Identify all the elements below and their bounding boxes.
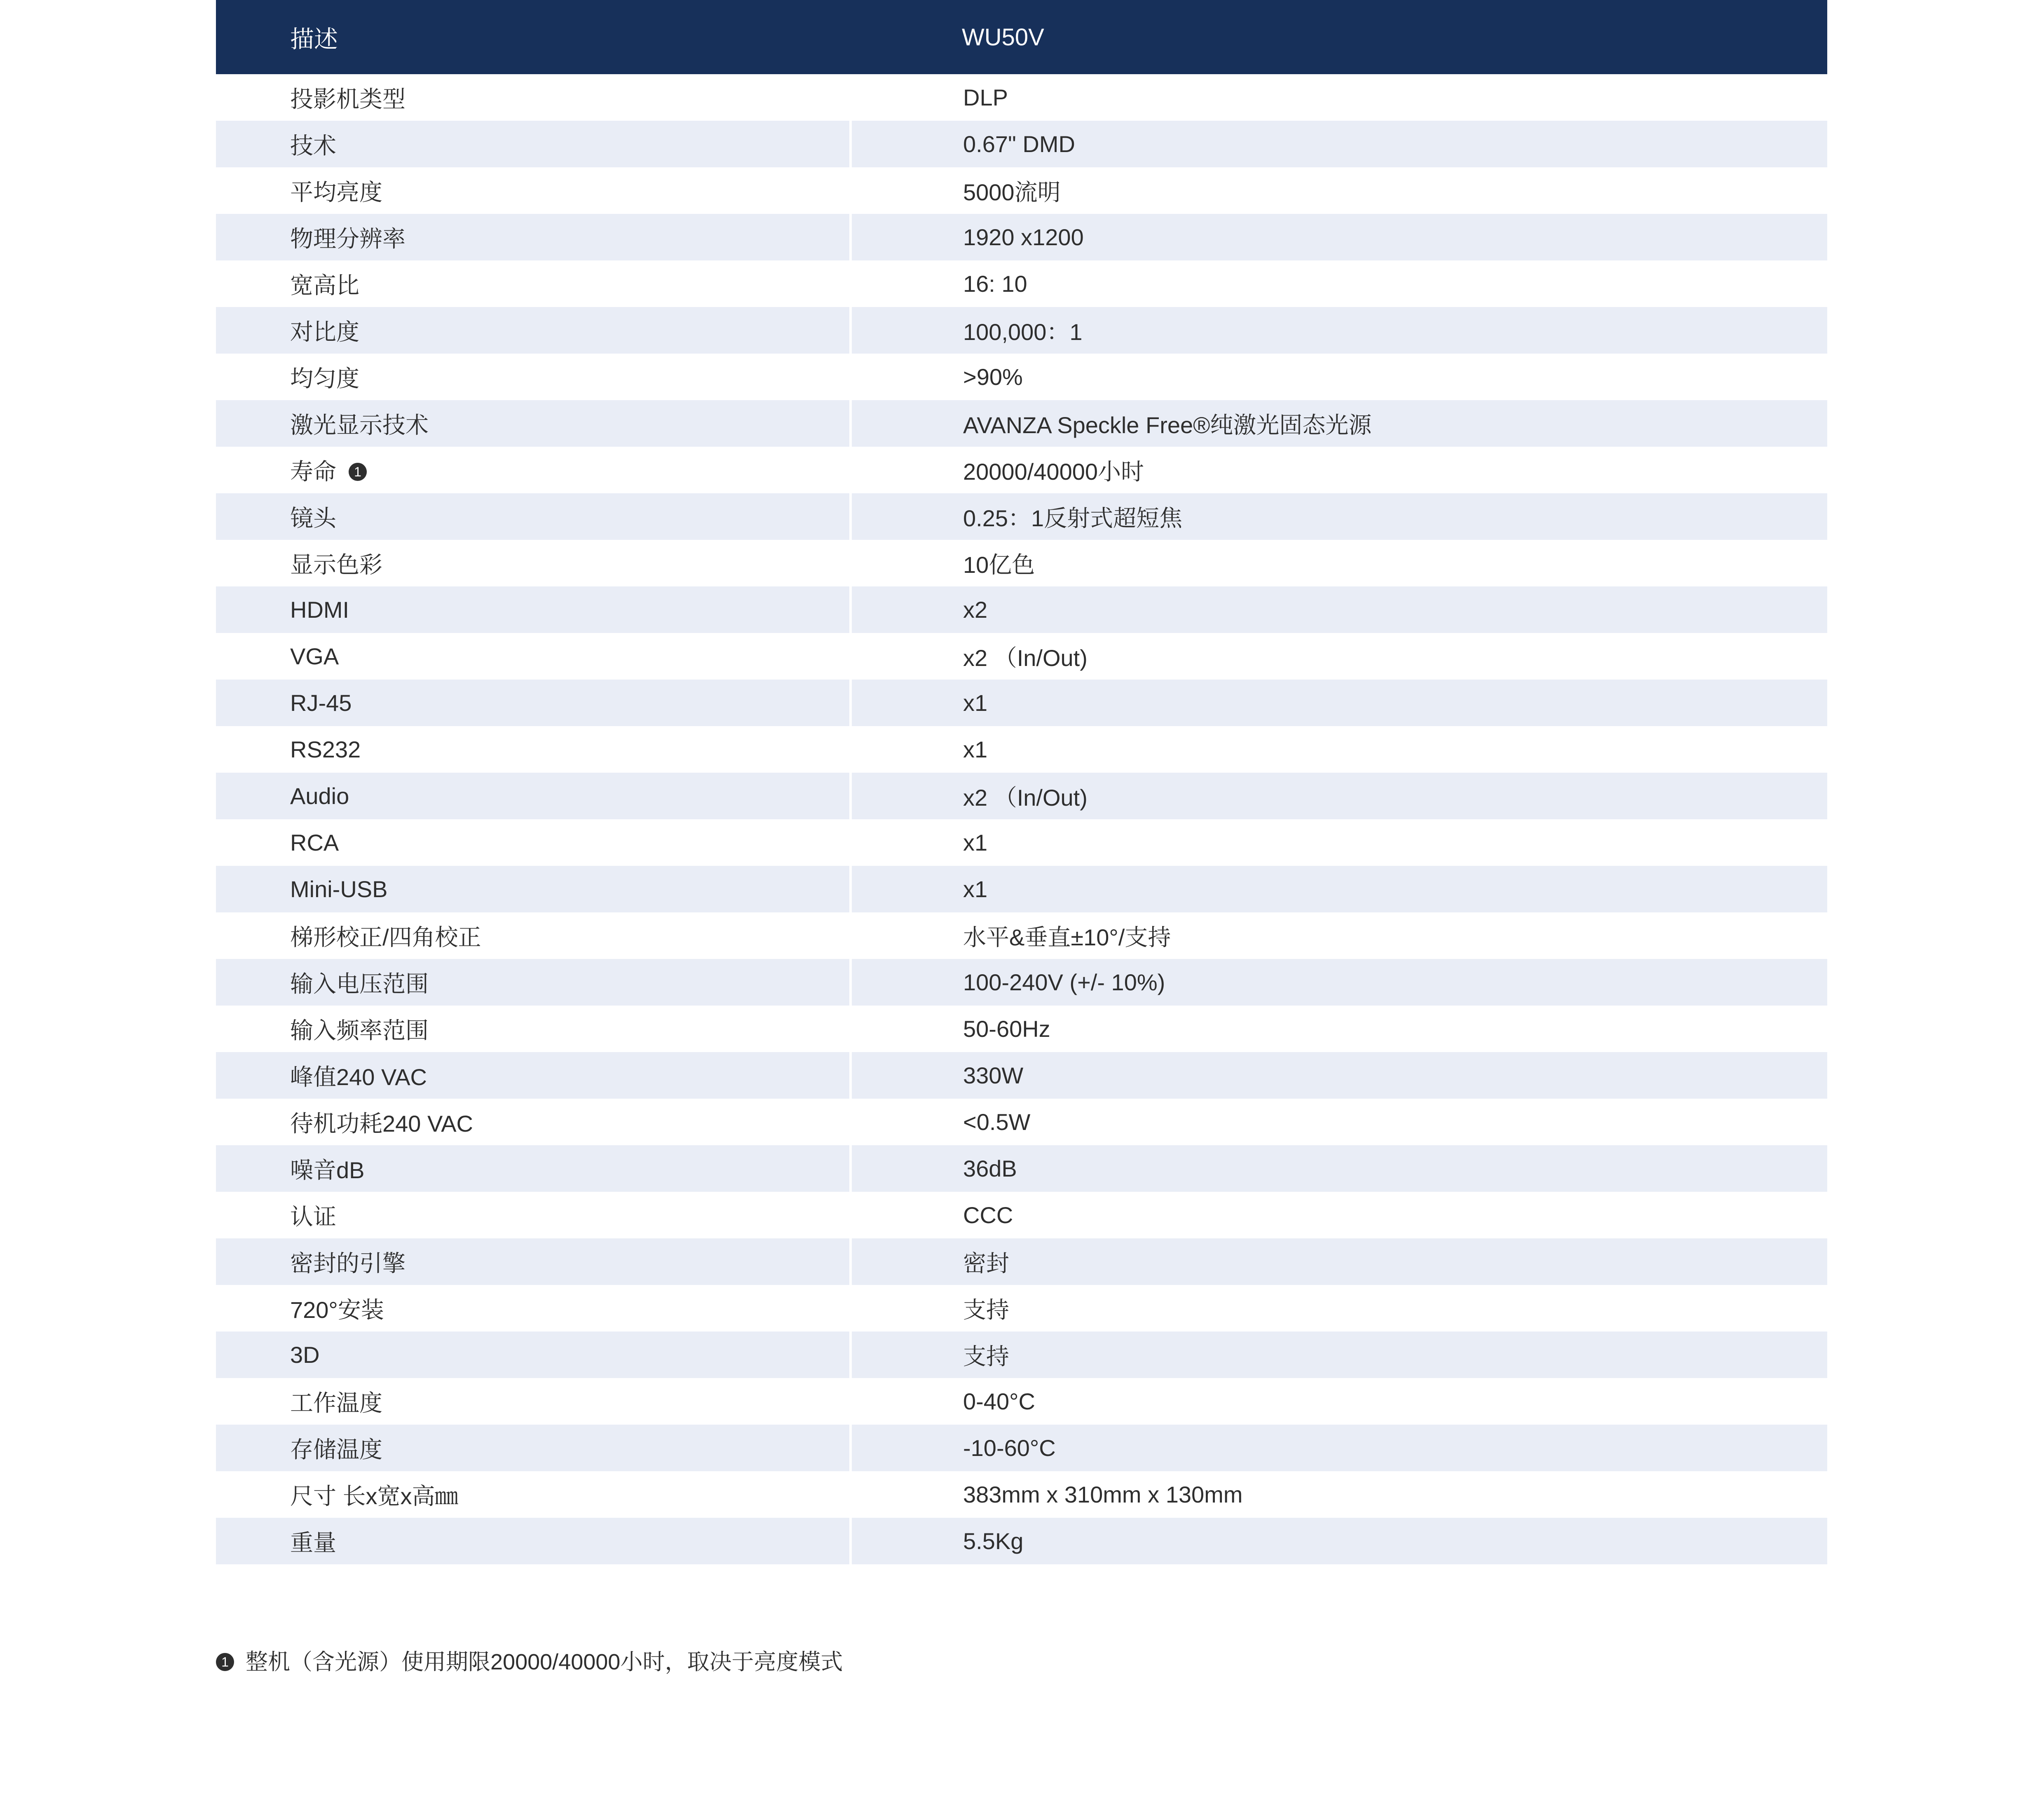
- spec-label-text: 输入频率范围: [290, 1017, 429, 1043]
- table-row: [216, 1285, 1827, 1332]
- table-row: [216, 819, 1827, 866]
- spec-label-text: 投影机类型: [290, 86, 406, 112]
- table-row: [216, 1052, 1827, 1099]
- spec-value: 36dB: [851, 1145, 1827, 1192]
- spec-label: [216, 1425, 851, 1471]
- spec-label: [216, 819, 851, 866]
- spec-label: [216, 1471, 851, 1518]
- spec-value: 0-40°C: [851, 1378, 1827, 1425]
- spec-value: 10亿色: [851, 540, 1827, 586]
- spec-label-text: 宽高比: [290, 272, 359, 298]
- table-row: [216, 680, 1827, 726]
- spec-value: 383mm x 310mm x 130mm: [851, 1471, 1827, 1518]
- spec-label: [216, 167, 851, 214]
- spec-label-text: 3D: [290, 1342, 320, 1368]
- table-row: [216, 447, 1827, 493]
- spec-label-text: 对比度: [290, 319, 359, 345]
- spec-label-text: RJ-45: [290, 690, 352, 716]
- spec-label-text: 尺寸 长x宽x高㎜: [290, 1483, 458, 1509]
- spec-label: [216, 1378, 851, 1425]
- spec-label: [216, 1238, 851, 1285]
- table-row: [216, 1425, 1827, 1471]
- header-description: 描述: [290, 26, 338, 53]
- spec-label-text: Audio: [290, 783, 349, 809]
- spec-label: [216, 354, 851, 400]
- spec-label: [216, 214, 851, 260]
- table-row: [216, 1332, 1827, 1378]
- table-row: [216, 214, 1827, 260]
- spec-label-text: RCA: [290, 830, 339, 856]
- spec-value: x1: [851, 866, 1827, 912]
- spec-label: [216, 1052, 851, 1099]
- spec-label-text: 密封的引擎: [290, 1250, 406, 1276]
- spec-label-text: HDMI: [290, 597, 349, 623]
- spec-value: >90%: [851, 354, 1827, 400]
- table-row: [216, 1518, 1827, 1564]
- footnote-text: 整机（含光源）使用期限20000/40000小时，取决于亮度模式: [246, 1650, 843, 1674]
- table-row: [216, 866, 1827, 912]
- spec-label: [216, 1145, 851, 1192]
- spec-value: 50-60Hz: [851, 1006, 1827, 1052]
- spec-table-body: [216, 74, 1827, 1564]
- spec-value: 330W: [851, 1052, 1827, 1099]
- spec-label-text: 平均亮度: [290, 179, 382, 205]
- table-row: [216, 307, 1827, 354]
- spec-value: 100,000：1: [851, 307, 1827, 354]
- spec-label: [216, 400, 851, 447]
- spec-table: [216, 0, 1827, 1564]
- spec-label: [216, 680, 851, 726]
- spec-value: <0.5W: [851, 1099, 1827, 1145]
- spec-value: 5.5Kg: [851, 1518, 1827, 1564]
- spec-value: 100-240V (+/- 10%): [851, 959, 1827, 1006]
- table-row: [216, 726, 1827, 773]
- spec-value: 支持: [851, 1285, 1827, 1332]
- spec-value: x2 （In/Out): [851, 773, 1827, 819]
- spec-value: AVANZA Speckle Free®纯激光固态光源: [851, 400, 1827, 447]
- note-marker-icon: 1: [349, 463, 367, 481]
- spec-value: 16: 10: [851, 260, 1827, 307]
- footnote-marker-icon: 1: [216, 1653, 234, 1671]
- spec-label-text: 物理分辨率: [290, 225, 406, 252]
- table-row: [216, 1145, 1827, 1192]
- spec-label: [216, 1099, 851, 1145]
- spec-label: [216, 493, 851, 540]
- table-header-row: [216, 0, 1827, 74]
- spec-label-text: 重量: [290, 1529, 336, 1556]
- spec-label: [216, 586, 851, 633]
- spec-label: [216, 912, 851, 959]
- table-row: [216, 633, 1827, 680]
- table-row: [216, 912, 1827, 959]
- spec-label: [216, 773, 851, 819]
- spec-label: [216, 447, 851, 493]
- spec-label-text: Mini-USB: [290, 876, 388, 902]
- spec-label: [216, 1332, 851, 1378]
- table-row: [216, 1378, 1827, 1425]
- table-row: [216, 260, 1827, 307]
- spec-label: [216, 633, 851, 680]
- table-row: [216, 773, 1827, 819]
- spec-label: [216, 121, 851, 167]
- spec-value: DLP: [851, 74, 1827, 121]
- spec-label: [216, 260, 851, 307]
- spec-value: 20000/40000小时: [851, 447, 1827, 493]
- table-row: [216, 400, 1827, 447]
- table-row: [216, 1006, 1827, 1052]
- spec-label-text: 均匀度: [290, 365, 359, 391]
- spec-label: [216, 726, 851, 773]
- table-row: [216, 1192, 1827, 1238]
- spec-value: 支持: [851, 1332, 1827, 1378]
- spec-label-text: 输入电压范围: [290, 970, 429, 997]
- spec-label-text: 激光显示技术: [290, 412, 429, 438]
- spec-value: 密封: [851, 1238, 1827, 1285]
- spec-label-text: 待机功耗240 VAC: [290, 1110, 473, 1137]
- table-row: [216, 1238, 1827, 1285]
- spec-label: [216, 959, 851, 1006]
- spec-label: [216, 307, 851, 354]
- spec-label: [216, 74, 851, 121]
- spec-label-text: 工作温度: [290, 1390, 382, 1416]
- spec-label-text: 噪音dB: [290, 1157, 365, 1183]
- spec-value: x1: [851, 726, 1827, 773]
- spec-label: [216, 1006, 851, 1052]
- spec-label-text: 寿命: [290, 458, 336, 485]
- spec-value: x2 （In/Out): [851, 633, 1827, 680]
- spec-label-text: 梯形校正/四角校正: [290, 924, 481, 950]
- table-row: [216, 121, 1827, 167]
- spec-label-text: 峰值240 VAC: [290, 1064, 427, 1090]
- table-row: [216, 74, 1827, 121]
- table-row: [216, 959, 1827, 1006]
- table-row: [216, 540, 1827, 586]
- spec-value: 0.67" DMD: [851, 121, 1827, 167]
- spec-value: x2: [851, 586, 1827, 633]
- spec-value: x1: [851, 819, 1827, 866]
- table-row: [216, 493, 1827, 540]
- header-model: WU50V: [962, 23, 1044, 51]
- spec-label-text: 显示色彩: [290, 551, 382, 578]
- table-row: [216, 586, 1827, 633]
- spec-value: x1: [851, 680, 1827, 726]
- spec-value: 1920 x1200: [851, 214, 1827, 260]
- spec-value: 0.25：1反射式超短焦: [851, 493, 1827, 540]
- spec-label-text: RS232: [290, 736, 361, 762]
- table-row: [216, 1471, 1827, 1518]
- spec-label-text: 720°安装: [290, 1296, 384, 1323]
- spec-label: [216, 1285, 851, 1332]
- spec-value: CCC: [851, 1192, 1827, 1238]
- spec-value: -10-60°C: [851, 1425, 1827, 1471]
- spec-label: [216, 866, 851, 912]
- spec-label-text: 镜头: [290, 505, 336, 531]
- footnote: [216, 1644, 843, 1676]
- table-row: [216, 354, 1827, 400]
- spec-label-text: 技术: [290, 132, 336, 159]
- spec-label-text: 存储温度: [290, 1436, 382, 1463]
- spec-value: 5000流明: [851, 167, 1827, 214]
- spec-label-text: 认证: [290, 1203, 336, 1230]
- spec-label: [216, 1192, 851, 1238]
- spec-label-text: VGA: [290, 643, 339, 669]
- spec-label: [216, 540, 851, 586]
- table-row: [216, 1099, 1827, 1145]
- spec-label: [216, 1518, 851, 1564]
- spec-value: 水平&垂直±10°/支持: [851, 912, 1827, 959]
- table-row: [216, 167, 1827, 214]
